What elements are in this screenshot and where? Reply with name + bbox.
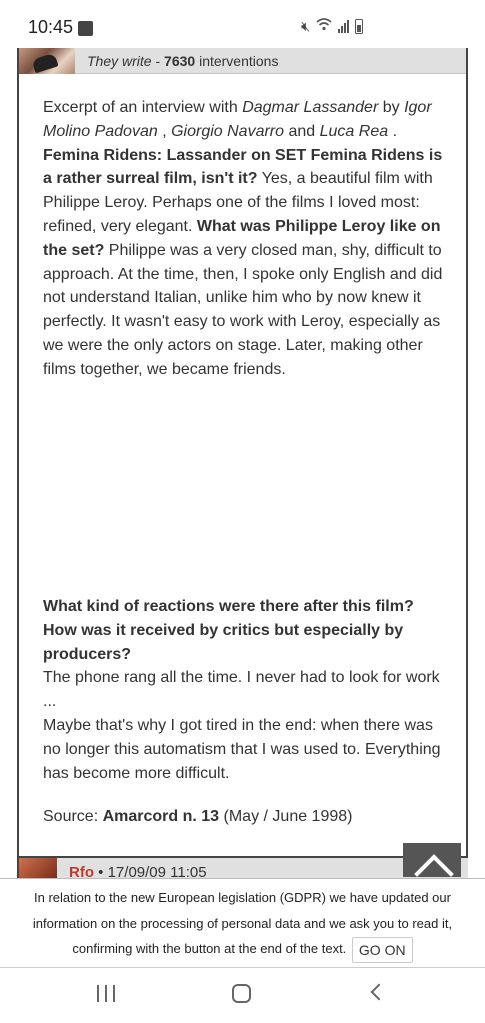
question-3: What kind of reactions were there after this film? How was it received by critics but especially by producers?	[43, 598, 414, 663]
intro-text: Excerpt of an interview with	[43, 99, 243, 116]
post-card	[17, 48, 468, 858]
intro-text: .	[388, 122, 398, 140]
post-body	[43, 96, 448, 382]
intro-text: ,	[157, 122, 172, 140]
post-body-continued	[43, 595, 448, 785]
mute-icon: 🔇︎	[301, 18, 310, 34]
source-value: Amarcord n. 13	[102, 808, 220, 825]
post-meta	[87, 53, 278, 69]
source-date: (May / June 1998)	[219, 808, 353, 825]
gallery-notification-icon	[78, 21, 93, 36]
scroll-to-top-button[interactable]	[403, 843, 461, 877]
home-icon[interactable]	[232, 984, 251, 1003]
meta-separator: -	[151, 53, 165, 69]
back-icon[interactable]	[371, 984, 388, 1001]
question-1: Femina Ridens: Lassander on SET Femina Ridens is a rather surreal film, isn't it?	[43, 146, 443, 188]
meta-verb: They write	[87, 53, 152, 69]
wifi-icon	[316, 18, 332, 34]
battery-icon	[355, 19, 363, 34]
question-2: What was Philippe Leroy like on the set?	[43, 217, 441, 259]
person-name: Igor Molino Padovan	[43, 99, 432, 140]
next-post-author[interactable]: Rfo	[69, 864, 94, 878]
next-post-meta	[69, 864, 207, 878]
status-bar	[0, 0, 485, 48]
intro-text: by	[378, 99, 405, 116]
interventions-count[interactable]: 7630	[164, 53, 196, 69]
gdpr-banner	[0, 878, 485, 968]
next-post-date: • 17/09/09 11:05	[94, 864, 207, 878]
person-name: Giorgio Navarro	[171, 122, 285, 140]
answer-2: Philippe was a very closed man, shy, difficult to approach. At the time, then, I spoke only English and did not understand Italian, unlike him who by now knew it perfectly. It wasn't easy to work with Leroy, especially as we were the only actors on stage. Later, making other films together, we became friends.	[43, 241, 443, 378]
gdpr-text: In relation to the new European legislation (GDPR) we have updated our information on the processing of personal data and we ask you to read it, confirming with the button at the end of the text.	[32, 890, 453, 956]
post-header	[19, 48, 466, 74]
avatar[interactable]	[19, 858, 57, 878]
status-time: 10:45	[28, 17, 74, 37]
source-line	[43, 808, 352, 826]
answer-1: Yes, a beautiful film with Philippe Leroy. Perhaps one of the films I loved most: refined, very elegant.	[43, 170, 433, 235]
meta-suffix: interventions	[195, 53, 279, 69]
intro-text: and	[284, 122, 320, 140]
answer-3-part-1: The phone rang all the time. I never had to look for work ...	[43, 669, 440, 711]
status-icons	[301, 18, 363, 34]
system-nav-bar	[0, 968, 485, 1023]
person-name: Dagmar Lassander	[242, 99, 379, 116]
signal-icon	[338, 19, 349, 33]
person-name: Luca Rea	[319, 122, 389, 140]
next-post-header	[17, 858, 468, 878]
recent-apps-icon[interactable]	[97, 985, 115, 1002]
source-label: Source:	[43, 808, 103, 825]
avatar[interactable]	[19, 48, 75, 74]
go-on-button[interactable]: GO ON	[352, 937, 413, 963]
answer-3-part-2: Maybe that's why I got tired in the end: when there was no longer this automatism that I was used to. Everything has become more difficult.	[43, 716, 441, 782]
